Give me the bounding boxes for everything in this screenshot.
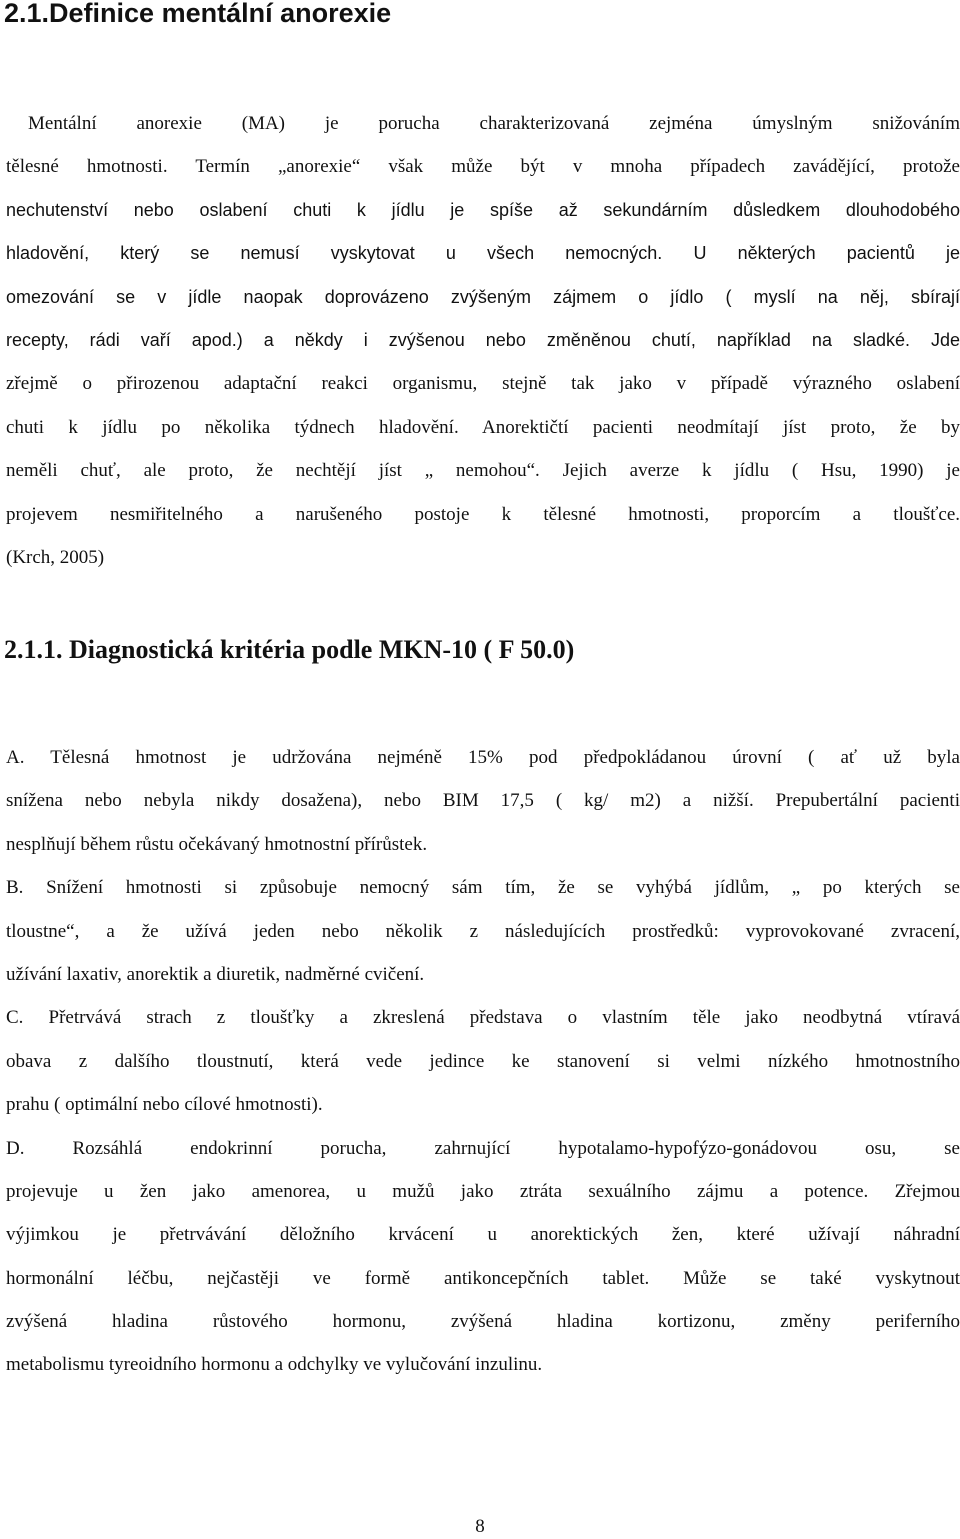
text-line: recepty, rádi vaří apod.) a někdy i zvýšenou nebo změněnou chutí, například na sladké. Jde [6, 329, 960, 350]
text-line: projevem nesmiřitelného a narušeného postoje k tělesné hmotnosti, proporcím a tloušťce. [6, 503, 960, 525]
text-line: neměli chuť, ale proto, že nechtějí jíst „ nemohou“. Jejich averze k jídlu ( Hsu, 1990) je [6, 460, 960, 482]
criterion-line: C. Přetrvává strach z tloušťky a zkreslená představa o vlastním těle jako neodbytná vtíravá [6, 1007, 960, 1029]
section-heading: 2.1.Definice mentální anorexie [4, 0, 392, 28]
text-line: nechutenství nebo oslabení chuti k jídlu je spíše až sekundárním důsledkem dlouhodobého [6, 199, 960, 220]
criterion-line: obava z dalšího tloustnutí, která vede jedince ke stanovení si velmi nízkého hmotnostního [6, 1050, 960, 1072]
criterion-line: D. Rozsáhlá endokrinní porucha, zahrnující hypotalamo-hypofýzo-gonádovou osu, se [6, 1137, 960, 1159]
text-line: Mentální anorexie (MA) je porucha charakterizovaná zejména úmyslným snižováním [28, 113, 960, 134]
criterion-line: hormonální léčbu, nejčastěji ve formě antikoncepčních tablet. Může se také vyskytnout [6, 1267, 960, 1289]
criterion-line: snížena nebo nebyla nikdy dosažena), nebo BIM 17,5 ( kg/ m2) a nižší. Prepubertální pacienti [6, 790, 960, 812]
text-line: zřejmě o přirozenou adaptační reakci organismu, stejně tak jako v případě výrazného oslabení [6, 373, 960, 395]
criterion-line: A. Tělesná hmotnost je udržována nejméně 15% pod předpokládanou úrovní ( ať už byla [6, 747, 960, 768]
text-line: hladovění, který se nemusí vyskytovat u všech nemocných. U některých pacientů je [6, 243, 960, 264]
subsection-heading: 2.1.1. Diagnostická kritéria podle MKN-10 ( F 50.0) [4, 635, 575, 664]
criterion-line: užívání laxativ, anorektik a diuretik, nadměrné cvičení. [6, 963, 425, 985]
page-number: 8 [475, 1516, 485, 1537]
criterion-line: projevuje u žen jako amenorea, u mužů jako ztráta sexuálního zájmu a potence. Zřejmou [6, 1180, 960, 1202]
intro-paragraph [6, 102, 960, 579]
text-line: (Krch, 2005) [6, 546, 105, 568]
diagnostic-criteria [6, 736, 960, 1387]
criterion-line: zvýšená hladina růstového hormonu, zvýšená hladina kortizonu, změny periferního [6, 1311, 960, 1333]
criterion-line: výjimkou je přetrvávání děložního krvácení u anorektických žen, které užívají náhradní [6, 1224, 960, 1246]
criterion-line: prahu ( optimální nebo cílové hmotnosti). [6, 1094, 323, 1116]
text-line: omezování se v jídle naopak doprovázeno zvýšeným zájmem o jídlo ( myslí na něj, sbírají [6, 286, 960, 307]
criterion-line: nesplňují během růstu očekávaný hmotnostní přírůstek. [6, 833, 428, 855]
criterion-line: metabolismu tyreoidního hormonu a odchylky ve vylučování inzulinu. [6, 1354, 543, 1376]
text-line: tělesné hmotnosti. Termín „anorexie“ však může být v mnoha případech zavádějící, protože [6, 156, 960, 178]
text-line: chuti k jídlu po několika týdnech hladovění. Anorektičtí pacienti neodmítají jíst proto, že by [6, 416, 960, 438]
criterion-line: B. Snížení hmotnosti si způsobuje nemocný sám tím, že se vyhýbá jídlům, „ po kterých se [6, 877, 960, 899]
criterion-line: tloustne“, a že užívá jeden nebo několik z následujících prostředků: vyprovokované zvracení, [6, 920, 960, 942]
